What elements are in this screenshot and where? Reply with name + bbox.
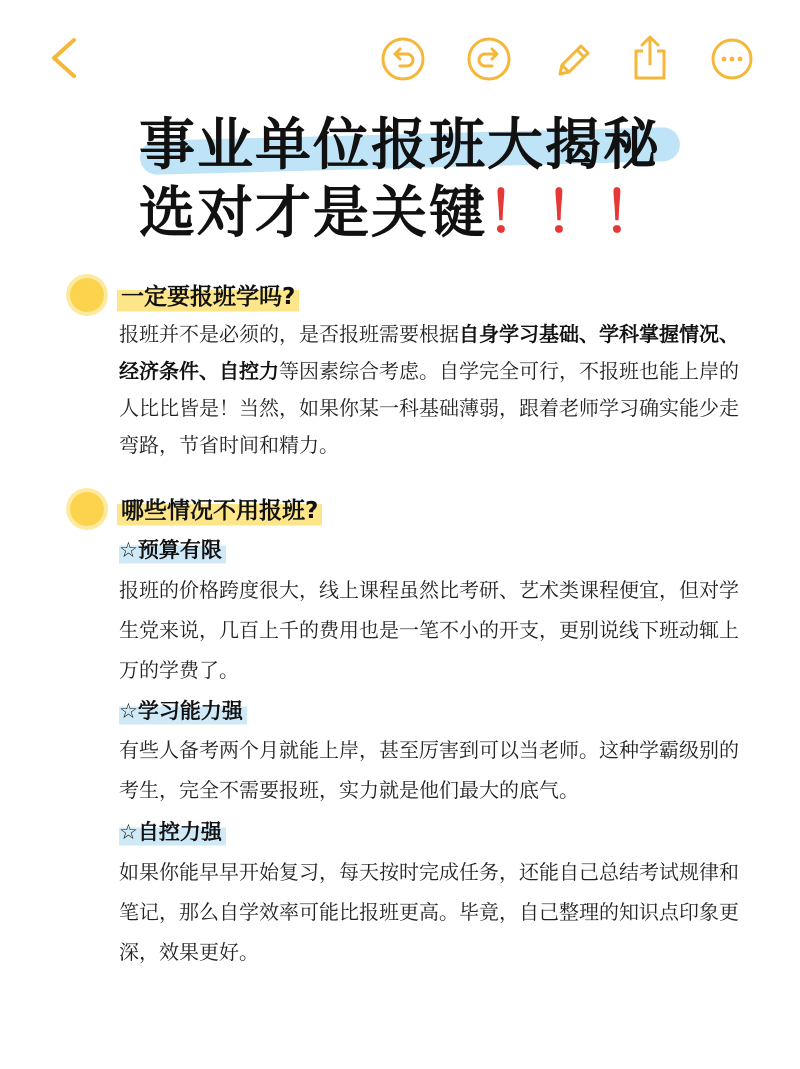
section-heading: 一定要报班学吗? bbox=[117, 280, 299, 314]
section-heading: 哪些情况不用报班? bbox=[117, 494, 322, 528]
undo-icon[interactable] bbox=[380, 36, 426, 82]
chevron-left-icon[interactable] bbox=[44, 36, 84, 80]
title-line-2 bbox=[0, 180, 800, 248]
share-icon[interactable] bbox=[628, 34, 672, 82]
title-line-1-text: 事业单位报班大揭秘 bbox=[139, 113, 661, 178]
pencil-icon[interactable] bbox=[550, 36, 596, 82]
sub-paragraph-ability: 有些人备考两个月就能上岸，甚至厉害到可以当老师。这种学霸级别的考生，完全不需要报班，实力就是他们最大的底气。 bbox=[119, 738, 739, 802]
paragraph-text-rest: 等因素综合考虑。自学完全可行，不报班也能上岸的人比比皆是！当然，如果你某一科基础薄弱，跟着老师学习确实能少走弯路，节省时间和精力。 bbox=[119, 359, 739, 457]
sub-paragraph-budget: 报班的价格跨度很大，线上课程虽然比考研、艺术类课程便宜，但对学生党来说，几百上千的费用也是一笔不小的开支，更别说线下班动辄上万的学费了。 bbox=[119, 578, 739, 682]
section-paragraph bbox=[119, 316, 739, 464]
note-title bbox=[0, 112, 800, 248]
sub-paragraph-selfcontrol: 如果你能早早开始复习，每天按时完成任务，还能自己总结考试规律和笔记，那么自学效率可能比报班更高。毕竟，自己整理的知识点印象更深，效果更好。 bbox=[119, 860, 739, 964]
note-toolbar bbox=[0, 0, 800, 115]
sub-heading-selfcontrol: ☆自控力强 bbox=[119, 817, 226, 847]
more-icon[interactable] bbox=[710, 36, 754, 82]
sub-heading-budget: ☆预算有限 bbox=[119, 535, 226, 565]
title-line-1 bbox=[0, 112, 800, 180]
title-exclamations: ！！！ bbox=[487, 181, 661, 246]
paragraph-bold-text: 自身学习基础、学科掌握情况、经济条件、自控力 bbox=[119, 322, 739, 383]
title-line-2-text: 选对才是关键 bbox=[139, 181, 487, 246]
redo-icon[interactable] bbox=[466, 36, 512, 82]
paragraph-text: 报班并不是必须的，是否报班需要根据 bbox=[119, 322, 459, 346]
sub-heading-ability: ☆学习能力强 bbox=[119, 696, 247, 726]
bullet-dot bbox=[70, 278, 104, 312]
bullet-dot bbox=[70, 492, 104, 526]
